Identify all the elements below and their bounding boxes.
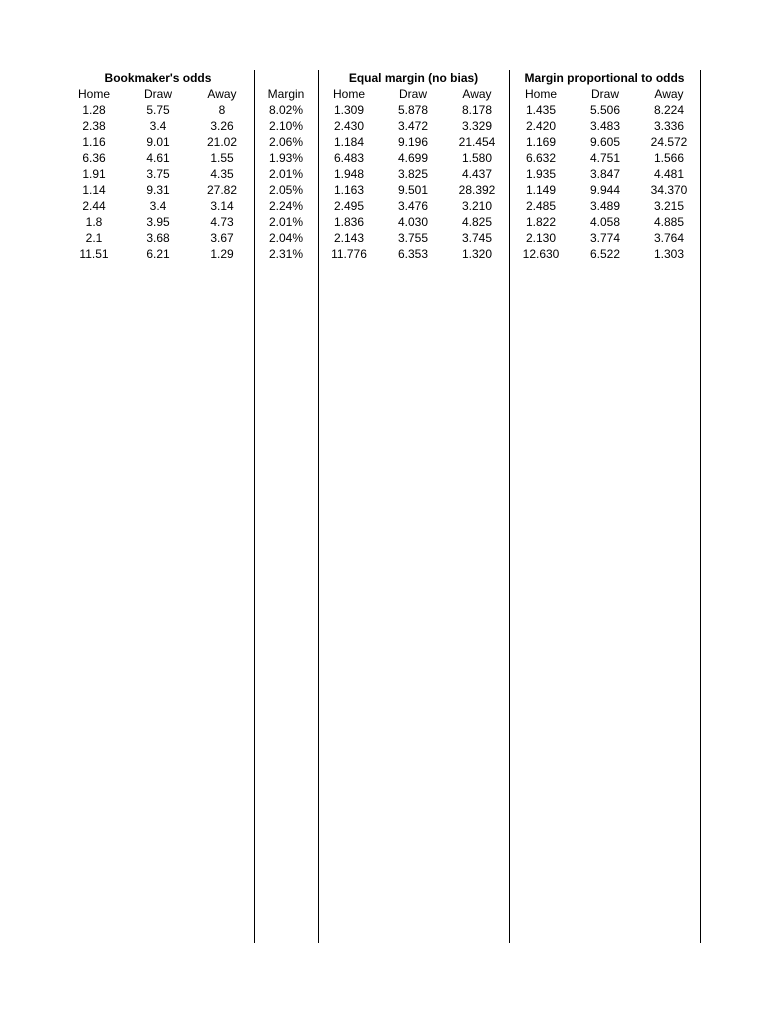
group-title-proportional: Margin proportional to odds <box>524 71 685 85</box>
column-equal-away <box>447 86 507 262</box>
table-cell: 1.149 <box>525 183 557 197</box>
table-cell: 4.751 <box>589 151 621 165</box>
table-cell: 1.935 <box>525 167 557 181</box>
table-cell: 2.38 <box>82 119 106 133</box>
table-cell: 3.483 <box>589 119 621 133</box>
table-cell: 5.75 <box>146 103 170 117</box>
table-cell: 6.36 <box>82 151 106 165</box>
table-cell: 2.31% <box>268 247 304 261</box>
table-cell: 3.14 <box>210 199 234 213</box>
group-title-bookmaker: Bookmaker's odds <box>104 71 212 85</box>
table-cell: 2.430 <box>333 119 365 133</box>
table-cell: 1.184 <box>333 135 365 149</box>
table-cell: 4.030 <box>397 215 429 229</box>
table-cell: 2.24% <box>268 199 304 213</box>
table-cell: 4.825 <box>461 215 493 229</box>
column-header: Home <box>77 87 110 101</box>
table-cell: 2.44 <box>82 199 106 213</box>
table-cell: 1.580 <box>461 151 493 165</box>
table-cell: 1.28 <box>82 103 106 117</box>
table-cell: 3.210 <box>461 199 493 213</box>
table-cell: 8 <box>218 103 226 117</box>
table-cell: 8.224 <box>653 103 685 117</box>
table-cell: 21.02 <box>206 135 238 149</box>
table-cell: 2.01% <box>268 167 304 181</box>
table-cell: 1.8 <box>85 215 103 229</box>
table-cell: 1.163 <box>333 183 365 197</box>
table-cell: 11.776 <box>331 247 367 261</box>
table-cell: 3.336 <box>653 119 685 133</box>
column-bookmaker-draw <box>128 86 188 262</box>
table-cell: 3.26 <box>210 119 234 133</box>
column-proportional-draw <box>575 86 635 262</box>
table-cell: 1.16 <box>82 135 106 149</box>
table-cell: 6.522 <box>589 247 621 261</box>
table-cell: 3.95 <box>146 215 170 229</box>
table-cell: 4.437 <box>461 167 493 181</box>
column-header: Home <box>332 87 365 101</box>
table-cell: 4.73 <box>210 215 234 229</box>
table-cell: 2.143 <box>333 231 365 245</box>
table-cell: 2.420 <box>525 119 557 133</box>
column-header: Margin <box>267 87 305 101</box>
table-cell: 4.481 <box>653 167 685 181</box>
table-cell: 11.51 <box>79 247 109 261</box>
table-cell: 3.4 <box>149 199 167 213</box>
column-header: Draw <box>143 87 172 101</box>
table-cell: 1.91 <box>82 167 106 181</box>
table-cell: 3.755 <box>397 231 429 245</box>
table-cell: 1.320 <box>461 247 493 261</box>
table-cell: 6.353 <box>397 247 429 261</box>
table-cell: 21.454 <box>458 135 496 149</box>
table-cell: 1.55 <box>210 151 234 165</box>
table-cell: 1.435 <box>525 103 557 117</box>
table-cell: 2.10% <box>268 119 304 133</box>
table-cell: 4.61 <box>146 151 170 165</box>
column-equal-draw <box>383 86 443 262</box>
table-cell: 3.68 <box>146 231 170 245</box>
table-cell: 9.01 <box>146 135 170 149</box>
table-cell: 1.948 <box>333 167 365 181</box>
column-equal-home <box>319 86 379 262</box>
column-header: Away <box>207 87 237 101</box>
table-cell: 1.29 <box>210 247 234 261</box>
table-cell: 6.483 <box>333 151 365 165</box>
table-cell: 4.35 <box>210 167 234 181</box>
table-cell: 1.93% <box>268 151 304 165</box>
column-header: Away <box>654 87 684 101</box>
table-cell: 3.825 <box>397 167 429 181</box>
table-cell: 1.309 <box>333 103 365 117</box>
column-bookmaker-away <box>192 86 252 262</box>
table-cell: 24.572 <box>650 135 688 149</box>
table-cell: 9.605 <box>589 135 621 149</box>
table-cell: 1.14 <box>82 183 106 197</box>
table-cell: 6.21 <box>146 247 170 261</box>
table-cell: 9.196 <box>397 135 429 149</box>
table-cell: 3.489 <box>589 199 621 213</box>
table-cell: 3.764 <box>653 231 685 245</box>
table-cell: 3.215 <box>653 199 685 213</box>
table-cell: 9.31 <box>146 183 170 197</box>
table-cell: 8.02% <box>268 103 304 117</box>
table-cell: 2.05% <box>268 183 304 197</box>
table-cell: 3.4 <box>149 119 167 133</box>
table-cell: 3.67 <box>210 231 234 245</box>
column-bookmaker-home <box>64 86 124 262</box>
table-cell: 9.944 <box>589 183 621 197</box>
table-cell: 3.774 <box>589 231 621 245</box>
table-cell: 5.878 <box>397 103 429 117</box>
table-cell: 34.370 <box>650 183 688 197</box>
table-cell: 2.495 <box>333 199 365 213</box>
table-cell: 3.329 <box>461 119 493 133</box>
table-cell: 12.630 <box>522 247 560 261</box>
table-cell: 2.06% <box>268 135 304 149</box>
divider-right-edge <box>700 70 701 943</box>
column-proportional-home <box>511 86 571 262</box>
column-proportional-away <box>639 86 699 262</box>
table-cell: 1.169 <box>525 135 557 149</box>
table-cell: 1.822 <box>525 215 557 229</box>
table-cell: 3.847 <box>589 167 621 181</box>
table-cell: 5.506 <box>589 103 621 117</box>
table-cell: 2.01% <box>268 215 304 229</box>
table-cell: 3.75 <box>146 167 170 181</box>
column-margin <box>256 86 316 262</box>
table-cell: 6.632 <box>525 151 557 165</box>
divider-before-margin <box>254 70 255 943</box>
table-cell: 1.303 <box>653 247 685 261</box>
column-header: Draw <box>590 87 619 101</box>
group-title-equal-margin: Equal margin (no bias) <box>348 71 479 85</box>
column-header: Home <box>524 87 557 101</box>
table-cell: 2.130 <box>525 231 557 245</box>
table-cell: 2.485 <box>525 199 557 213</box>
table-cell: 2.04% <box>268 231 304 245</box>
table-cell: 2.1 <box>85 231 103 245</box>
table-cell: 3.472 <box>397 119 429 133</box>
table-cell: 28.392 <box>458 183 496 197</box>
table-cell: 4.699 <box>397 151 429 165</box>
table-cell: 1.566 <box>653 151 685 165</box>
table-cell: 1.836 <box>333 215 365 229</box>
column-header: Draw <box>398 87 427 101</box>
table-cell: 27.82 <box>206 183 238 197</box>
table-cell: 4.885 <box>653 215 685 229</box>
table-cell: 9.501 <box>397 183 429 197</box>
table-cell: 3.745 <box>461 231 493 245</box>
divider-before-proportional <box>509 70 510 943</box>
table-cell: 8.178 <box>461 103 493 117</box>
table-cell: 3.476 <box>397 199 429 213</box>
table-cell: 4.058 <box>589 215 621 229</box>
column-header: Away <box>462 87 492 101</box>
